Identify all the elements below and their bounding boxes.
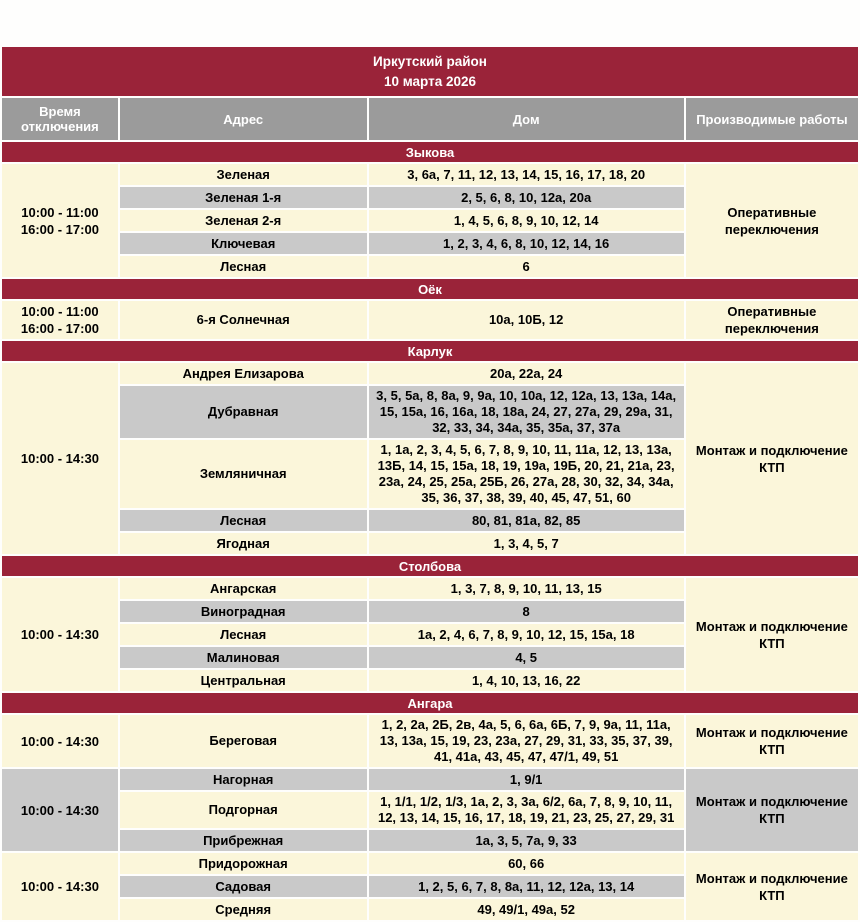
time-line: 16:00 - 17:00 [20, 221, 99, 237]
outage-time-cell [2, 578, 118, 691]
houses-cell: 6 [369, 256, 684, 277]
street-cell: Ягодная [120, 533, 367, 554]
houses-cell: 1, 2, 2а, 2Б, 2в, 4а, 5, 6, 6а, 6Б, 7, 9, 9а, 11, 11а, 13, 13а, 15, 19, 23, 23а, 27, 29, 31, 33, 35, 37, 39, 41, 41а, 43, 45, 47, 47/1, 49, 51 [369, 715, 684, 767]
outage-time-cell [2, 164, 118, 277]
column-header-address: Адрес [120, 98, 367, 140]
table-row [2, 164, 858, 185]
time-line: 10:00 - 14:30 [20, 627, 99, 643]
section-header: Зыкова [2, 142, 858, 162]
works-cell: Оперативные переключения [686, 301, 858, 339]
street-cell: Садовая [120, 876, 367, 897]
houses-cell: 1, 3, 7, 8, 9, 10, 11, 13, 15 [369, 578, 684, 599]
houses-cell: 8 [369, 601, 684, 622]
houses-cell: 1, 9/1 [369, 769, 684, 790]
time-line: 10:00 - 14:30 [20, 879, 99, 895]
column-header-works: Производимые работы [686, 98, 858, 140]
outage-time-cell [2, 853, 118, 920]
outage-time-cell [2, 715, 118, 767]
houses-cell: 1, 3, 4, 5, 7 [369, 533, 684, 554]
works-cell: Монтаж и подключение КТП [686, 363, 858, 554]
works-cell: Монтаж и подключение КТП [686, 853, 858, 920]
houses-cell: 2, 5, 6, 8, 10, 12а, 20а [369, 187, 684, 208]
outage-time-cell [2, 363, 118, 554]
houses-cell: 1, 1а, 2, 3, 4, 5, 6, 7, 8, 9, 10, 11, 11а, 12, 13, 13а, 13Б, 14, 15, 15а, 18, 19, 19а, 19Б, 20, 21, 21а, 23, 23а, 24, 25, 25а, 25Б, 26, 27а, 28, 30, 32, 34, 34а, 35, 36, 37, 38, 39, 40, 45, 47, 51, 60 [369, 440, 684, 508]
street-cell: Зеленая 1-я [120, 187, 367, 208]
street-cell: Лесная [120, 624, 367, 645]
houses-cell: 1, 4, 5, 6, 8, 9, 10, 12, 14 [369, 210, 684, 231]
table-row [2, 715, 858, 767]
street-cell: Земляничная [120, 440, 367, 508]
outage-time-cell [2, 301, 118, 339]
street-cell: Ангарская [120, 578, 367, 599]
table-row [2, 853, 858, 874]
houses-cell: 4, 5 [369, 647, 684, 668]
houses-cell: 1а, 2, 4, 6, 7, 8, 9, 10, 12, 15, 15а, 18 [369, 624, 684, 645]
works-cell: Монтаж и подключение КТП [686, 578, 858, 691]
works-cell: Монтаж и подключение КТП [686, 769, 858, 851]
houses-cell: 20а, 22а, 24 [369, 363, 684, 384]
street-cell: Зеленая 2-я [120, 210, 367, 231]
street-cell: Береговая [120, 715, 367, 767]
section-header: Ангара [2, 693, 858, 713]
houses-cell: 1, 2, 5, 6, 7, 8, 8а, 11, 12, 12а, 13, 14 [369, 876, 684, 897]
table-row [2, 769, 858, 790]
time-line: 10:00 - 11:00 [21, 304, 99, 320]
section-header: Карлук [2, 341, 858, 361]
street-cell: Зеленая [120, 164, 367, 185]
street-cell: Нагорная [120, 769, 367, 790]
houses-cell: 1, 1/1, 1/2, 1/3, 1а, 2, 3, 3а, 6/2, 6а, 7, 8, 9, 10, 11, 12, 13, 14, 15, 16, 17, 18, 19, 21, 23, 25, 27, 29, 31 [369, 792, 684, 828]
district-title: Иркутский район [373, 54, 487, 69]
table-row [2, 301, 858, 339]
time-line: 10:00 - 14:30 [20, 451, 99, 467]
houses-cell: 1, 2, 3, 4, 6, 8, 10, 12, 14, 16 [369, 233, 684, 254]
column-header-house: Дом [369, 98, 684, 140]
section-header: Оёк [2, 279, 858, 299]
street-cell: Андрея Елизарова [120, 363, 367, 384]
section-header: Столбова [2, 556, 858, 576]
houses-cell: 80, 81, 81а, 82, 85 [369, 510, 684, 531]
outage-table [0, 45, 860, 922]
street-cell: 6-я Солнечная [120, 301, 367, 339]
outage-time-cell [2, 769, 118, 851]
date-title: 10 марта 2026 [383, 73, 477, 89]
street-cell: Лесная [120, 510, 367, 531]
street-cell: Дубравная [120, 386, 367, 438]
houses-cell: 10а, 10Б, 12 [369, 301, 684, 339]
column-header-time: Время отключения [2, 98, 118, 140]
time-line: 16:00 - 17:00 [20, 321, 99, 337]
street-cell: Придорожная [120, 853, 367, 874]
houses-cell: 1а, 3, 5, 7а, 9, 33 [369, 830, 684, 851]
street-cell: Ключевая [120, 233, 367, 254]
time-line: 10:00 - 14:30 [20, 802, 99, 818]
street-cell: Средняя [120, 899, 367, 920]
street-cell: Подгорная [120, 792, 367, 828]
houses-cell: 1, 4, 10, 13, 16, 22 [369, 670, 684, 691]
houses-cell: 49, 49/1, 49а, 52 [369, 899, 684, 920]
street-cell: Прибрежная [120, 830, 367, 851]
houses-cell: 3, 6а, 7, 11, 12, 13, 14, 15, 16, 17, 18, 20 [369, 164, 684, 185]
houses-cell: 3, 5, 5а, 8, 8а, 9, 9а, 10, 10а, 12, 12а, 13, 13а, 14а, 15, 15а, 16, 16а, 18, 18а, 24, 27, 27а, 29, 29а, 31, 32, 33, 34, 34а, 35, 35а, 37, 37а [369, 386, 684, 438]
street-cell: Малиновая [120, 647, 367, 668]
table-body [2, 142, 858, 920]
time-line: 10:00 - 11:00 [21, 204, 99, 220]
houses-cell: 60, 66 [369, 853, 684, 874]
works-cell: Оперативные переключения [686, 164, 858, 277]
time-line: 10:00 - 14:30 [20, 733, 99, 749]
street-cell: Лесная [120, 256, 367, 277]
table-row [2, 363, 858, 384]
street-cell: Центральная [120, 670, 367, 691]
table-title [2, 47, 858, 96]
street-cell: Виноградная [120, 601, 367, 622]
works-cell: Монтаж и подключение КТП [686, 715, 858, 767]
table-row [2, 578, 858, 599]
